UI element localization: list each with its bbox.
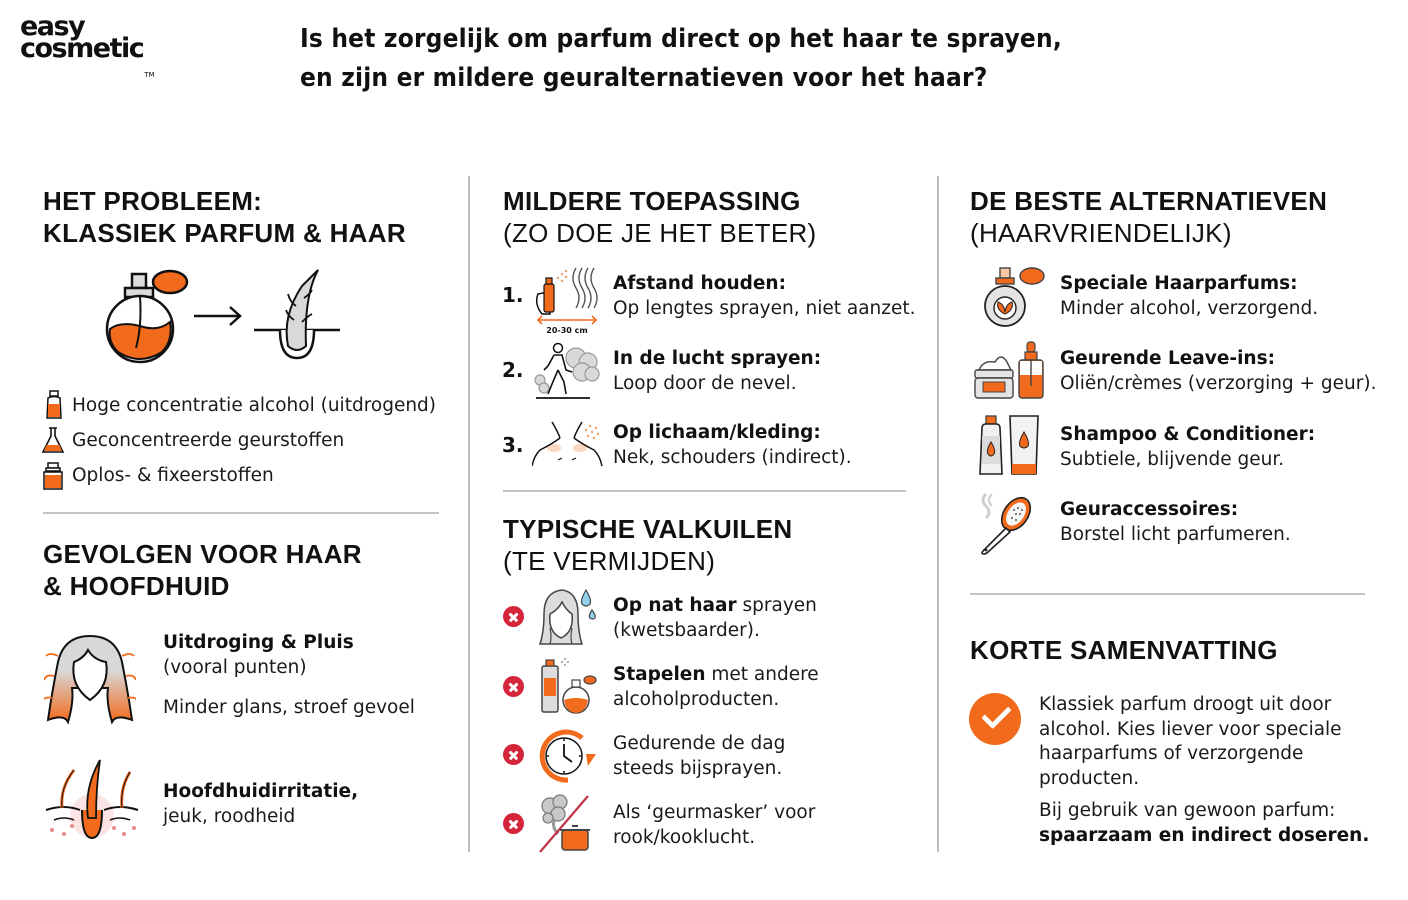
leave-in-cream-oil-icon [973,340,1047,402]
summary-tip [1039,799,1369,848]
summary-line1: Klassiek parfum droogt uit door [1039,694,1332,715]
consequences-heading-line1: GEVOLGEN VOOR HAAR [43,539,362,569]
summary-line3: haarparfums of verzorgende [1039,743,1304,764]
alternatives-heading-line1: DE BESTE ALTERNATIEVEN [970,186,1328,216]
divider-col2 [503,490,906,492]
alternative-2-desc: Oliën/crèmes (verzorging + geur). [1060,372,1377,394]
divider-col1 [43,512,439,514]
walk-through-mist-icon [534,342,600,402]
step-3-desc: Nek, schouders (indirect). [613,446,852,468]
brand-line1: easy [20,11,85,42]
distance-label: 20-30 cm [546,326,588,335]
alternative-1-desc: Minder alcohol, verzorgend. [1060,297,1319,319]
milder-heading-line2: (ZO DOE JE HET BETER) [503,218,817,248]
step-2-title: In de lucht sprayen: [613,348,822,369]
consequence-2 [163,780,358,829]
page-title [300,20,1062,98]
pitfalls-heading-line1: TYPISCHE VALKUILEN [503,514,793,544]
summary-tip-bold: spaarzaam en indirect doseren. [1039,824,1370,846]
step-2-text [613,347,821,396]
summary-line2: alcohol. Kies liever voor speciale [1039,718,1342,740]
problem-heading-line1: HET PROBLEEM: [43,186,263,216]
step-3-number: 3. [502,433,524,457]
hairbrush-icon [976,490,1042,556]
problem-heading [43,185,406,249]
x-circle-icon [503,676,524,697]
alternatives-heading-line2: (HAARVRIENDELIJK) [970,218,1232,248]
summary-tip-line: Bij gebruik van gewoon parfum: [1039,800,1336,821]
alternative-2-text [1060,347,1377,396]
alternative-4-desc: Borstel licht parfumeren. [1060,523,1291,545]
arrow-right-icon [192,304,244,328]
step-1-text [613,272,915,321]
pitfall-4-line2: rook/kooklucht. [613,826,756,848]
clock-repeat-icon [536,728,596,784]
alternative-3-desc: Subtiele, blijvende geur. [1060,448,1285,470]
pitfall-2-line2: alcoholproducten. [613,688,780,710]
x-circle-icon [503,744,524,765]
consequence-2-sub: jeuk, roodheid [163,805,296,827]
step-2-number: 2. [502,358,524,382]
problem-item-1: Hoge concentratie alcohol (uitdrogend) [72,395,437,416]
summary-text [1039,693,1342,791]
spray-distance-icon [532,264,604,336]
frizzy-hair-icon [44,632,136,726]
step-3-text [613,421,852,470]
column-divider-2 [937,176,939,852]
stacking-products-icon [538,656,598,716]
problem-heading-line2: KLASSIEK PARFUM & HAAR [43,218,406,248]
perfume-bottle-icon [100,266,192,364]
x-circle-icon [503,606,524,627]
pitfall-3-line1: Gedurende de dag [613,733,786,754]
milder-heading-line1: MILDERE TOEPASSING [503,186,801,216]
trademark: TM [144,71,155,79]
milder-heading [503,185,817,249]
step-1-number: 1. [502,283,524,307]
damaged-hair-strand-icon [252,266,342,362]
problem-item-3: Oplos- & fixeerstoffen [72,465,274,486]
alternative-3-text [1060,423,1315,472]
alternatives-heading [970,185,1327,249]
scalp-irritation-icon [44,758,140,840]
consequence-2-title: Hoofdhuidirritatie, [163,781,359,802]
pitfall-1-line2: (kwetsbaarder). [613,619,760,641]
no-cooking-smoke-icon [538,794,598,854]
step-3-title: Op lichaam/kleding: [613,422,821,443]
check-circle-icon [969,693,1021,745]
consequence-1 [163,631,354,680]
pitfall-3-line2: steeds bijsprayen. [613,757,783,779]
pitfall-1-rest: sprayen [736,595,817,616]
pitfall-1-text [613,594,817,643]
alternative-4-text [1060,498,1291,547]
pitfall-4-text [613,801,815,850]
step-2-desc: Loop door de nevel. [613,372,797,394]
x-circle-icon [503,813,524,834]
divider-col3 [970,593,1365,595]
title-line2: en zijn er mildere geuralternatieven voor het haar? [300,63,988,93]
pitfall-4-line1: Als ‘geurmasker’ voor [613,802,816,823]
brand-line2 [20,33,155,79]
brand-logo [20,11,155,79]
title-line1: Is het zorgelijk om parfum direct op het haar te sprayen, [300,24,1062,54]
pitfall-2-text [613,663,819,712]
step-1-desc: Op lengtes sprayen, niet aanzet. [613,297,916,319]
consequence-1-extra: Minder glans, stroef gevoel [163,697,415,718]
pitfall-2-bold: Stapelen [613,664,706,685]
shampoo-conditioner-icon [976,414,1042,478]
summary-heading: KORTE SAMENVATTING [970,635,1278,665]
hair-perfume-icon [982,264,1048,328]
problem-item-2: Geconcentreerde geurstoffen [72,430,345,451]
consequence-1-sub: (vooral punten) [163,656,307,678]
alternative-3-title: Shampoo & Conditioner: [1060,424,1316,445]
alternative-2-title: Geurende Leave-ins: [1060,348,1275,369]
pitfall-3-text [613,732,785,781]
jar-icon [42,462,64,490]
consequence-1-title: Uitdroging & Pluis [163,632,354,653]
step-1-title: Afstand houden: [613,273,786,294]
column-divider-1 [468,176,470,852]
brand-name: cosmetic [20,33,144,64]
consequences-heading-line2: & HOOFDHUID [43,571,230,601]
pitfall-2-rest: met andere [705,664,819,685]
consequences-heading [43,538,362,602]
pitfalls-heading [503,513,793,577]
alternative-4-title: Geuraccessoires: [1060,499,1239,520]
summary-line4: producten. [1039,767,1140,789]
bottle-icon [44,390,64,420]
wet-hair-icon [538,588,598,646]
flask-icon [41,426,65,454]
neck-shoulders-icon [532,420,604,470]
alternative-1-text [1060,272,1318,321]
alternative-1-title: Speciale Haarparfums: [1060,273,1298,294]
pitfall-1-bold: Op nat haar [613,595,737,616]
pitfalls-heading-line2: (TE VERMIJDEN) [503,546,716,576]
